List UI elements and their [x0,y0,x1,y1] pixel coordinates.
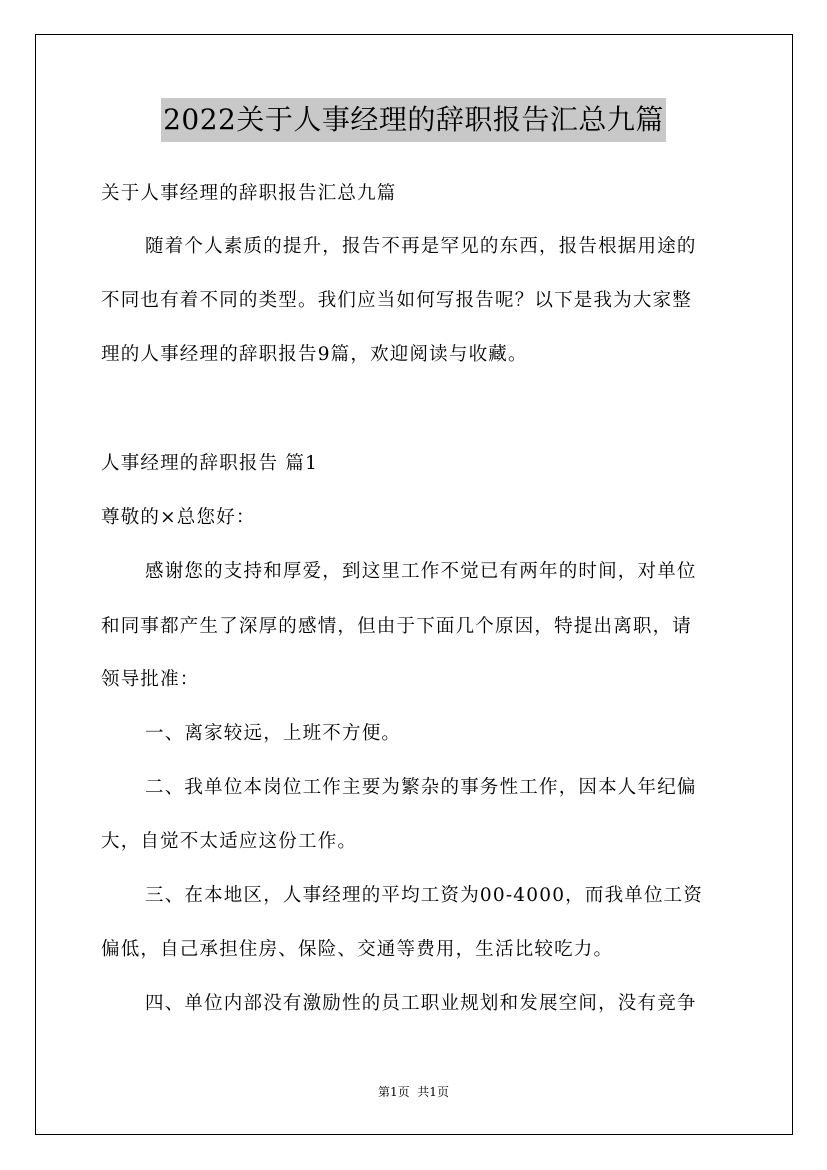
list-item-line: 三、在本地区，人事经理的平均工资为00-4000，而我单位工资 [145,885,704,906]
document-title: 2022关于人事经理的辞职报告汇总九篇 [161,98,666,142]
title-container [0,98,827,142]
body-line: 和同事都产生了深厚的感情，但由于下面几个原因，特提出离职，请 [101,616,693,637]
body-line: 不同也有着不同的类型。我们应当如何写报告呢？以下是我为大家整 [101,290,693,311]
list-item-line: 二、我单位本岗位工作主要为繁杂的事务性工作，因本人年纪偏 [145,777,697,798]
list-item-line: 偏低，自己承担住房、保险、交通等费用，生活比较吃力。 [101,939,614,960]
list-item-line: 一、离家较远，上班不方便。 [145,723,402,744]
body-line: 随着个人素质的提升，报告不再是罕见的东西，报告根据用途的 [145,236,697,257]
body-line: 理的人事经理的辞职报告9篇，欢迎阅读与收藏。 [101,344,528,365]
section-heading: 人事经理的辞职报告 篇1 [101,453,319,474]
page-indicator: 第1页 共1页 [378,1085,449,1099]
body-line: 领导批准： [101,669,200,690]
list-item-line: 大，自觉不太适应这份工作。 [101,831,358,852]
salutation-line: 尊敬的×总您好： [101,507,256,528]
list-item-line: 四、单位内部没有激励性的员工职业规划和发展空间，没有竞争 [145,993,697,1014]
subtitle-line: 关于人事经理的辞职报告汇总九篇 [101,183,397,204]
body-line: 感谢您的支持和厚爱，到这里工作不觉已有两年的时间，对单位 [145,561,697,582]
